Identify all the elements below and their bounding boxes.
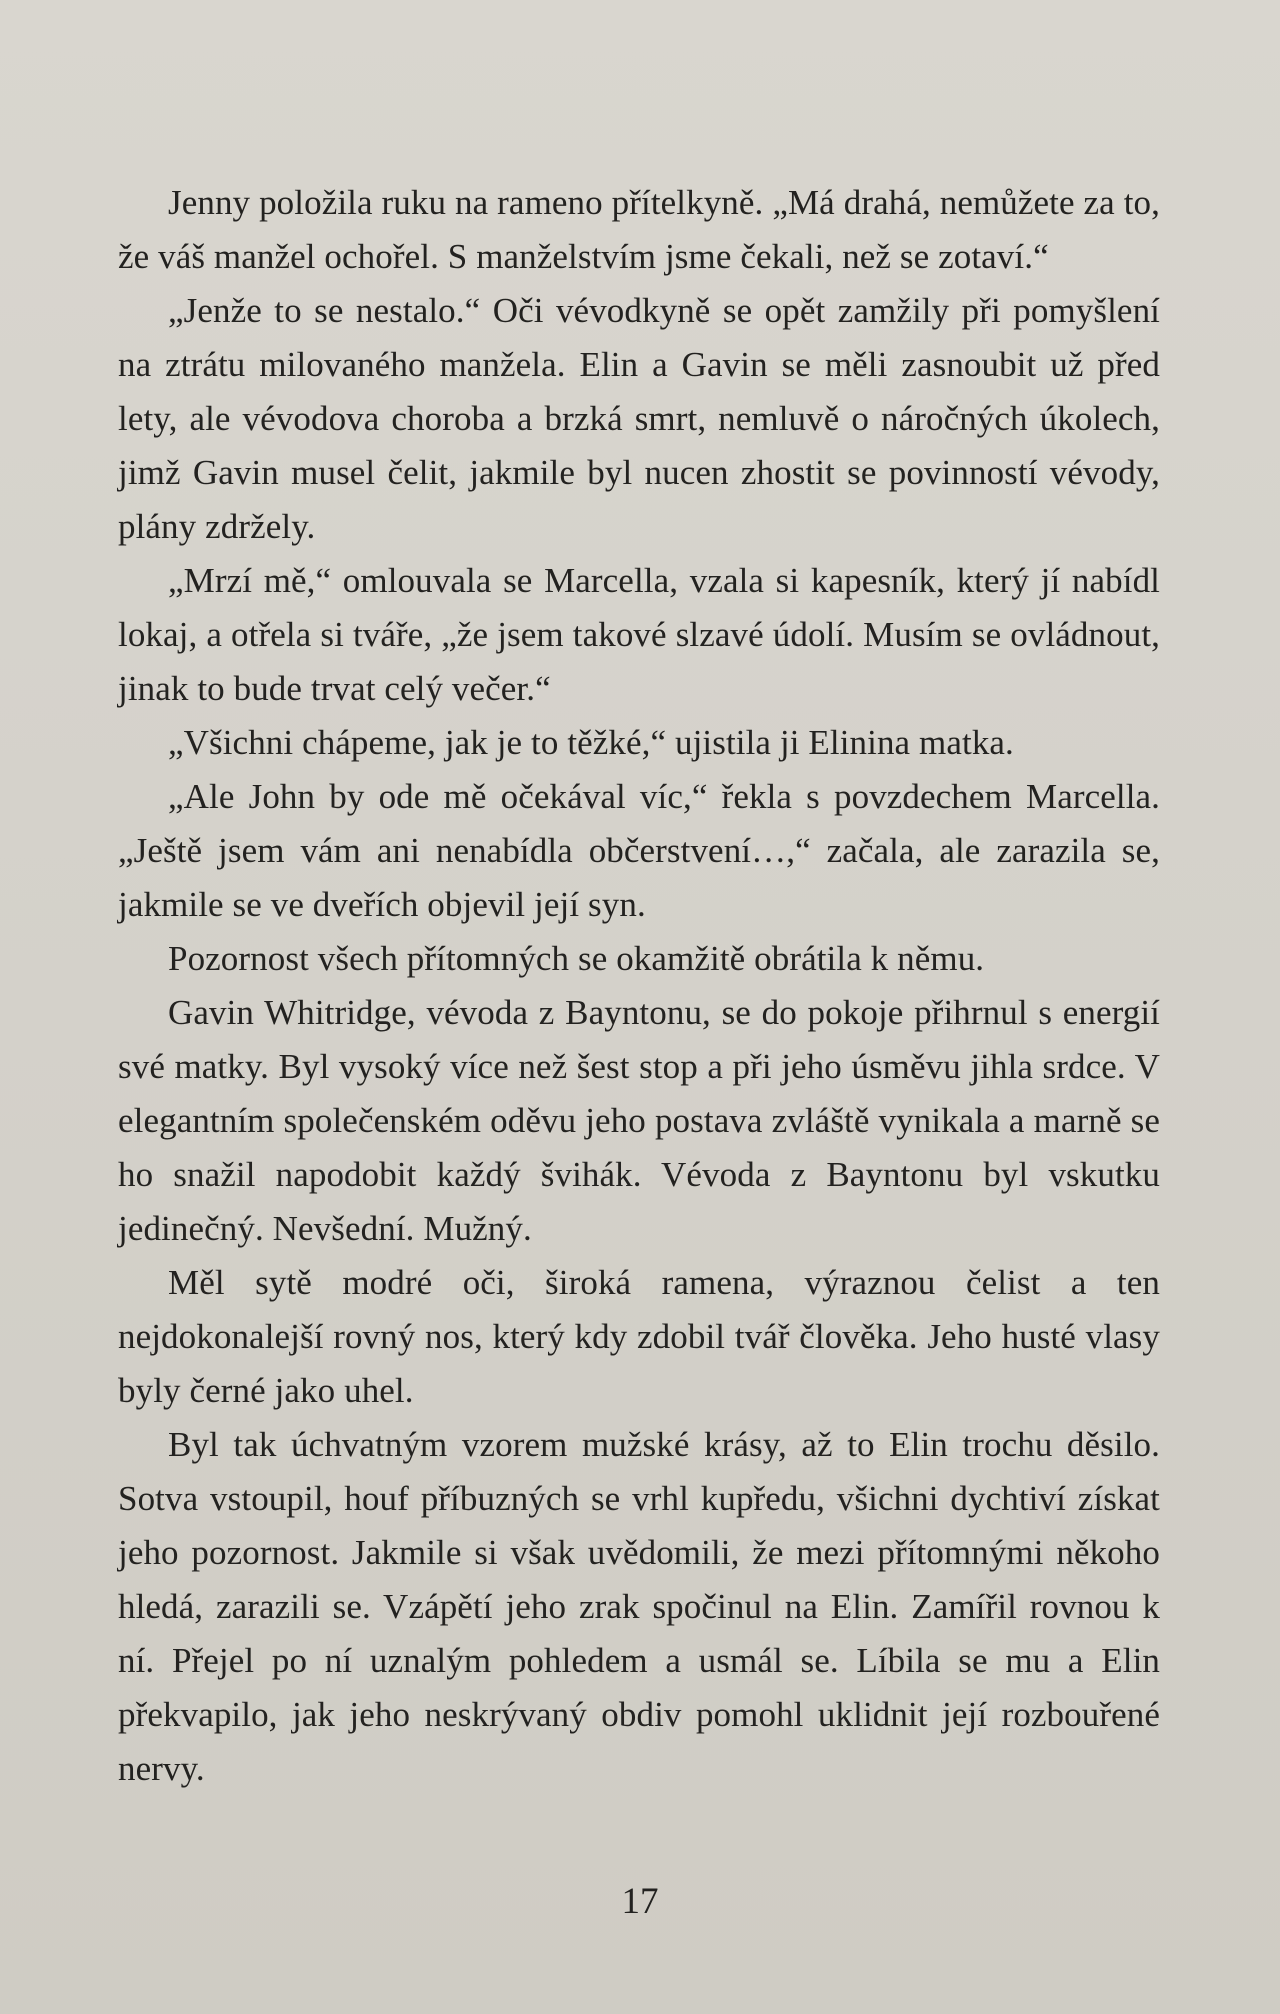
paragraph-1: Jenny položila ruku na rameno přítelkyně. „Má drahá, nemůžete za to, že váš manžel ochořel. S manželstvím jsme čekali, než se zotaví.“ <box>118 183 1160 276</box>
paragraph-6: Pozornost všech přítomných se okamžitě obrátila k němu. <box>168 939 985 978</box>
page-number: 17 <box>621 1881 659 1922</box>
paragraph-2: „Jenže to se nestalo.“ Oči vévodkyně se opět zamžily při pomyšlení na ztrátu milovaného manžela. Elin a Gavin se měli zasnoubit už před lety, ale vévodova choroba a brzká smrt, nemluvě o náročných úkolech, jimž Gavin musel čelit, jakmile byl nucen zhostit se povinností vévody, plány zdržely. <box>118 291 1160 546</box>
paragraph-5: „Ale John by ode mě očekával víc,“ řekla s povzdechem Marcella. „Ještě jsem vám ani nenabídla občerstvení…,“ začala, ale zarazila se, jakmile se ve dveřích objevil její syn. <box>118 777 1160 924</box>
paragraph-7: Gavin Whitridge, vévoda z Bayntonu, se do pokoje přihrnul s energií své matky. Byl vysoký více než šest stop a při jeho úsměvu jihla srdce. V elegantním společenském oděvu jeho postava zvláště vynikala a marně se ho snažil napodobit každý švihák. Vévoda z Bayntonu byl vskutku jedinečný. Nevšední. Mužný. <box>118 993 1160 1248</box>
paragraph-4: „Všichni chápeme, jak je to těžké,“ ujistila ji Elinina matka. <box>168 723 1014 762</box>
body-text <box>118 176 1160 1796</box>
paragraph-8: Měl sytě modré oči, široká ramena, výraznou čelist a ten nejdokonalejší rovný nos, který kdy zdobil tvář člověka. Jeho husté vlasy byly černé jako uhel. <box>118 1263 1160 1410</box>
paragraph-3: „Mrzí mě,“ omlouvala se Marcella, vzala si kapesník, který jí nabídl lokaj, a otřela si tváře, „že jsem takové slzavé údolí. Musím se ovládnout, jinak to bude trvat celý večer.“ <box>118 561 1160 708</box>
paragraph-9: Byl tak úchvatným vzorem mužské krásy, až to Elin trochu děsilo. Sotva vstoupil, houf příbuzných se vrhl kupředu, všichni dychtiví získat jeho pozornost. Jakmile si však uvědomili, že mezi přítomnými někoho hledá, zarazili se. Vzápětí jeho zrak spočinul na Elin. Zamířil rovnou k ní. Přejel po ní uznalým pohledem a usmál se. Líbila se mu a Elin překvapilo, jak jeho neskrývaný obdiv pomohl uklidnit její rozbouřené nervy. <box>118 1425 1160 1788</box>
